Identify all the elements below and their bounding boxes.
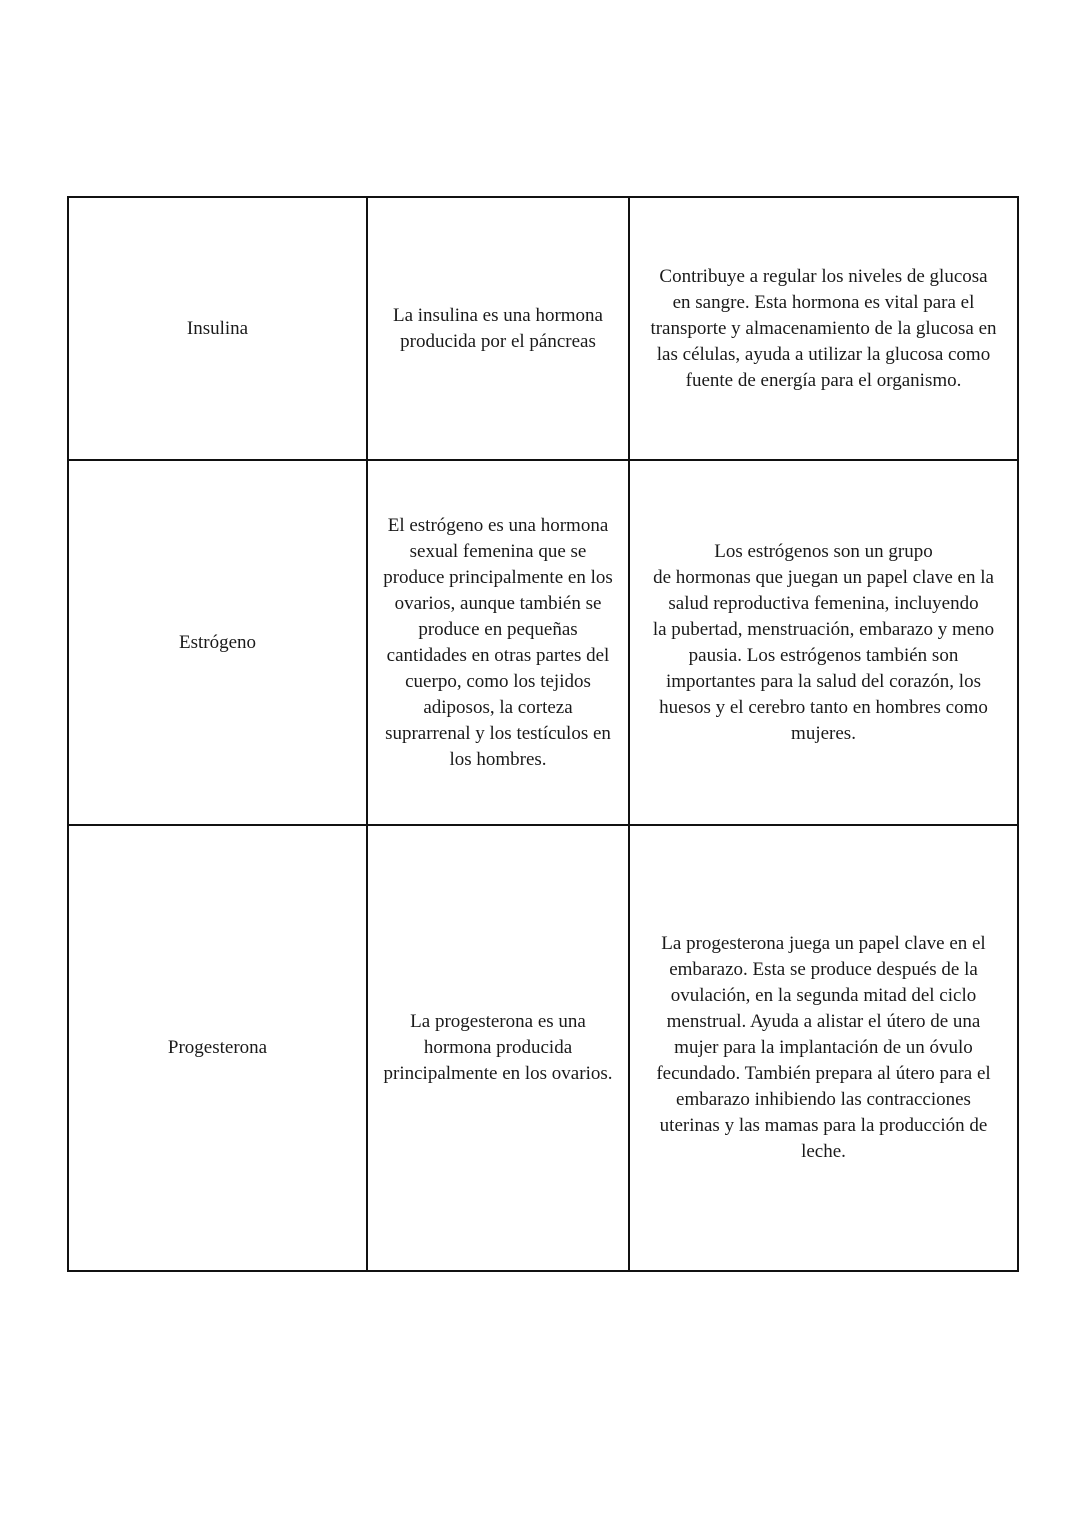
hormone-name: Estrógeno — [178, 631, 257, 653]
hormone-name: Progesterona — [167, 1037, 268, 1058]
hormone-definition: La insulina es una hormona producida por el páncreas — [392, 304, 603, 352]
hormone-function-cell — [629, 197, 1018, 460]
hormone-function-cell — [629, 825, 1018, 1271]
hormone-name-cell — [68, 197, 367, 460]
hormone-definition-cell — [367, 825, 629, 1271]
hormone-function: Los estrógenos son un grupo de hormonas que juegan un papel clave en la salud reproductiva femenina, incluyendo la pubertad, menstruación, embarazo y meno pausia. Los estrógenos también son importantes para la salud del corazón, los huesos y el cerebro tanto en hombres como mujeres. — [652, 540, 995, 744]
hormone-definition-cell — [367, 460, 629, 825]
table-row — [68, 197, 1018, 460]
hormone-name-cell — [68, 460, 367, 825]
hormone-name-cell — [68, 825, 367, 1271]
hormone-name: Insulina — [186, 317, 249, 339]
hormone-table — [67, 196, 1019, 1272]
hormone-definition-cell — [367, 197, 629, 460]
table-row — [68, 825, 1018, 1271]
hormone-definition: El estrógeno es una hormona sexual femenina que se produce principalmente en los ovarios, aunque también se produce en pequeñas cantidades en otras partes del cuerpo, como los tejidos adiposos, la corteza suprarrenal y los testículos en los hombres. — [383, 514, 613, 770]
hormone-function-cell — [629, 460, 1018, 825]
table-row — [68, 460, 1018, 825]
hormone-function: La progesterona juega un papel clave en el embarazo. Esta se produce después de la ovulación, en la segunda mitad del ciclo menstrual. Ayuda a alistar el útero de una mujer para la implantación de un óvulo fecundado. También prepara al útero para el embarazo inhibiendo las contracciones uterinas y las mamas para la producción de leche. — [656, 933, 991, 1162]
hormone-function: Contribuye a regular los niveles de glucosa en sangre. Esta hormona es vital para el transporte y almacenamiento de la glucosa en las células, ayuda a utilizar la glucosa como fuente de energía para el organismo. — [650, 265, 997, 391]
hormone-definition: La progesterona es una hormona producida principalmente en los ovarios. — [383, 1011, 613, 1084]
